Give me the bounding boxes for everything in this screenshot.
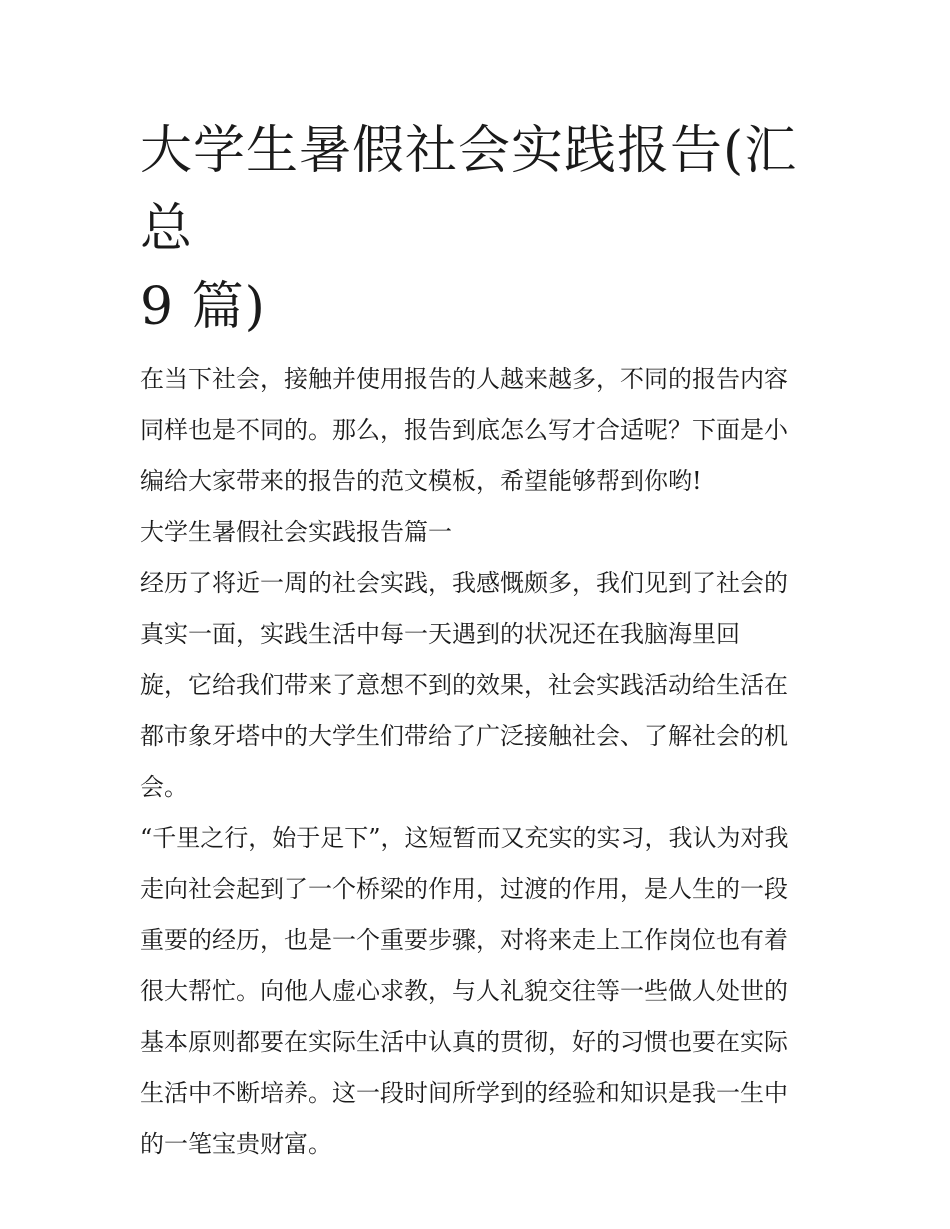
title-line-2: 9 篇) — [140, 277, 266, 337]
body-line: 会。 — [140, 773, 188, 801]
body-line: 走向社会起到了一个桥梁的作用，过渡的作用，是人生的一段 — [140, 875, 788, 903]
body-line: 真实一面，实践生活中每一天遇到的状况还在我脑海里回 — [140, 620, 740, 648]
body-line: 很大帮忙。向他人虚心求教，与人礼貌交往等一些做人处世的 — [140, 977, 788, 1005]
body-line: 基本原则都要在实际生活中认真的贯彻，好的习惯也要在实际 — [140, 1028, 788, 1056]
body-line: 经历了将近一周的社会实践，我感慨颇多，我们见到了社会的 — [140, 569, 788, 597]
section-heading: 大学生暑假社会实践报告篇一 — [140, 518, 452, 546]
body-line: 的一笔宝贵财富。 — [140, 1130, 332, 1158]
document-title — [140, 112, 815, 346]
body-line: 都市象牙塔中的大学生们带给了广泛接触社会、了解社会的机 — [140, 722, 788, 750]
body-line: 编给大家带来的报告的范文模板，希望能够帮到你哟! — [140, 467, 702, 495]
body-line: 旋，它给我们带来了意想不到的效果，社会实践活动给生活在 — [140, 671, 788, 699]
title-line-1: 大学生暑假社会实践报告(汇总 — [140, 121, 798, 259]
body-line: 生活中不断培养。这一段时间所学到的经验和知识是我一生中 — [140, 1079, 788, 1107]
document-page — [140, 112, 815, 1170]
body-line: 重要的经历，也是一个重要步骤，对将来走上工作岗位也有着 — [140, 926, 788, 954]
body-line: 同样也是不同的。那么，报告到底怎么写才合适呢？下面是小 — [140, 416, 788, 444]
body-line: “千里之行，始于足下”，这短暂而又充实的实习，我认为对我 — [140, 824, 789, 852]
document-body — [140, 354, 815, 1170]
body-line: 在当下社会，接触并使用报告的人越来越多，不同的报告内容 — [140, 365, 788, 393]
